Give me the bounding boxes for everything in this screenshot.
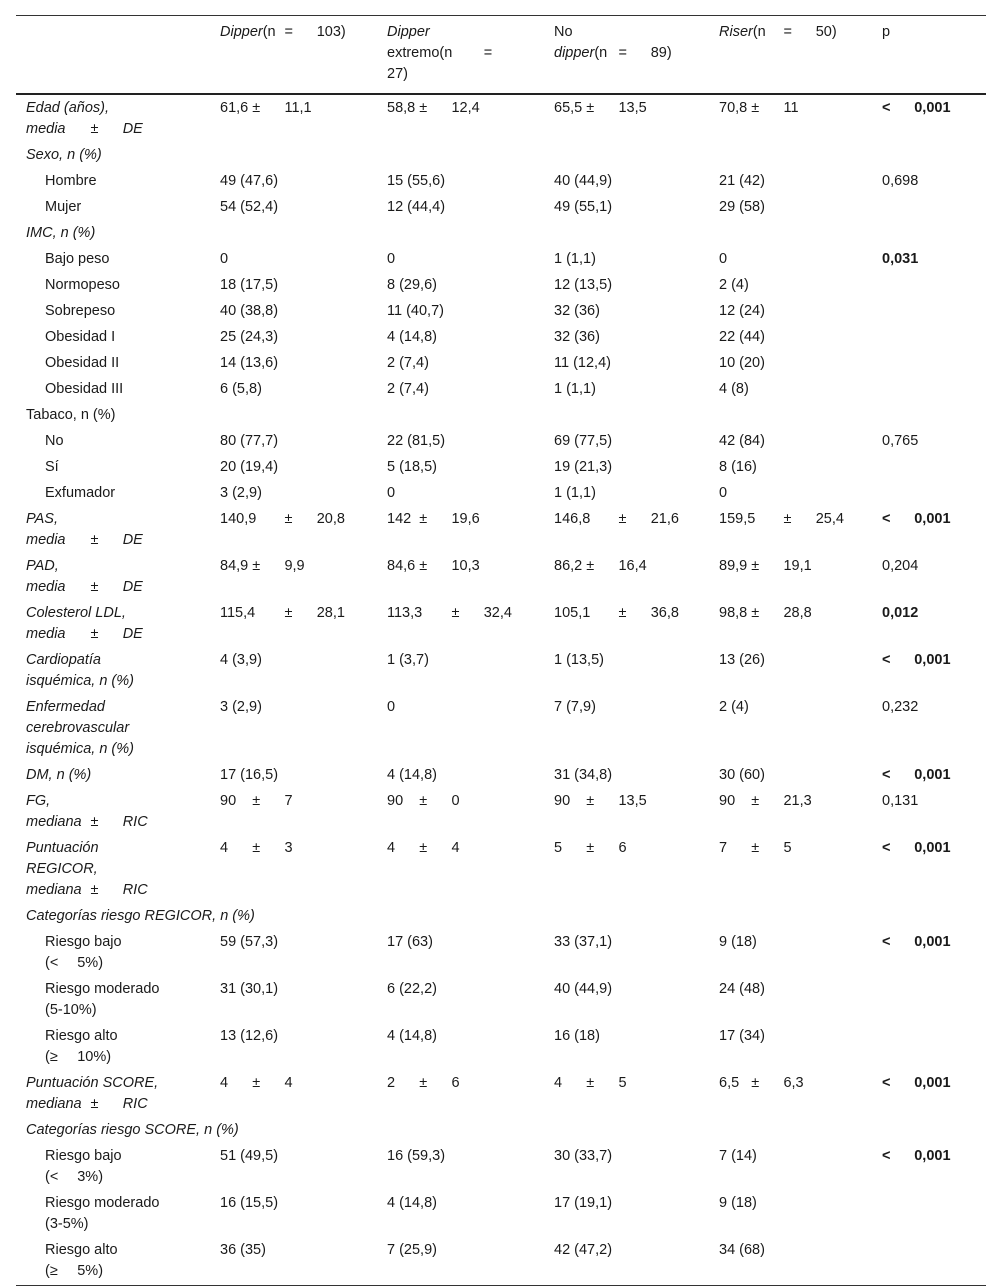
table-row <box>16 351 986 377</box>
cell-p-value: 0,012 <box>882 605 919 621</box>
row-label: PAS, media ± DE <box>26 511 143 548</box>
table-row <box>16 1024 986 1071</box>
header-row <box>16 16 986 95</box>
cell-value <box>210 403 377 429</box>
header-no-dipper-pre: No <box>554 24 573 40</box>
row-label: Cardiopatía isquémica, n (%) <box>26 652 134 689</box>
row-label: Mujer <box>45 199 82 215</box>
cell-p-value <box>872 481 986 507</box>
cell-value: 4 ± 4 <box>387 840 460 856</box>
row-label: Riesgo moderado (3-5%) <box>45 1195 160 1232</box>
cell-value: 36 (35) <box>220 1242 266 1258</box>
cell-value: 24 (48) <box>719 981 765 997</box>
cell-value: 4 (14,8) <box>387 1195 437 1211</box>
cell-value: 59 (57,3) <box>220 934 279 950</box>
row-label: Bajo peso <box>45 251 110 267</box>
cell-value: 89,9 ± 19,1 <box>719 558 812 574</box>
cell-value: 2 (7,4) <box>387 381 429 397</box>
cell-value: 4 (14,8) <box>387 1028 437 1044</box>
cell-value: 65,5 ± 13,5 <box>554 100 647 116</box>
table-row <box>16 1191 986 1238</box>
cell-value: 16 (59,3) <box>387 1148 446 1164</box>
row-label: Categorías riesgo SCORE, n (%) <box>26 1122 239 1138</box>
header-dipper-n: (n = 103) <box>262 24 346 40</box>
cell-value: 0 <box>387 485 396 501</box>
cell-value: 90 ± 0 <box>387 793 460 809</box>
cell-value: 80 (77,7) <box>220 433 279 449</box>
cell-value: 1 (1,1) <box>554 251 596 267</box>
table-row <box>16 836 986 904</box>
header-no-dipper <box>544 16 709 95</box>
table-row <box>16 195 986 221</box>
cell-value <box>377 221 544 247</box>
cell-p-value: < 0,001 <box>882 511 951 527</box>
cell-value: 146,8 ± 21,6 <box>554 511 679 527</box>
cell-value: 6,5 ± 6,3 <box>719 1075 804 1091</box>
cell-value: 140,9 ± 20,8 <box>220 511 345 527</box>
cell-value: 7 (14) <box>719 1148 757 1164</box>
cell-value: 22 (81,5) <box>387 433 446 449</box>
cell-value: 113,3 ± 32,4 <box>387 605 512 621</box>
cell-value: 17 (63) <box>387 934 433 950</box>
cell-value: 17 (19,1) <box>554 1195 613 1211</box>
table-row <box>16 601 986 648</box>
header-no-dipper-n: (n = 89) <box>594 45 672 61</box>
header-dipper <box>210 16 377 95</box>
cell-value: 70,8 ± 11 <box>719 100 799 116</box>
cell-value: 19 (21,3) <box>554 459 613 475</box>
cell-p-value: < 0,001 <box>882 1075 951 1091</box>
table-row <box>16 554 986 601</box>
cell-value: 40 (44,9) <box>554 173 613 189</box>
cell-value: 90 ± 21,3 <box>719 793 812 809</box>
cell-p-value <box>872 221 986 247</box>
cell-p-value: < 0,001 <box>882 934 951 950</box>
table-row <box>16 273 986 299</box>
table-row <box>16 977 986 1024</box>
header-riser-name: Riser <box>719 24 753 40</box>
cell-value: 1 (1,1) <box>554 381 596 397</box>
header-dipper-name: Dipper <box>220 24 263 40</box>
row-label: Normopeso <box>45 277 120 293</box>
cell-p-value <box>872 1024 986 1071</box>
cell-p-value: < 0,001 <box>882 767 951 783</box>
row-label: Riesgo moderado (5-10%) <box>45 981 160 1018</box>
cell-value: 40 (38,8) <box>220 303 279 319</box>
cell-value: 30 (60) <box>719 767 765 783</box>
header-riser <box>709 16 872 95</box>
cell-value: 3 (2,9) <box>220 699 262 715</box>
cell-value: 4 (3,9) <box>220 652 262 668</box>
table-row <box>16 143 986 169</box>
row-label: Hombre <box>45 173 97 189</box>
cell-value: 21 (42) <box>719 173 765 189</box>
header-dipper-extremo-name: Dipper <box>387 24 430 40</box>
row-label: Obesidad III <box>45 381 124 397</box>
cell-value: 5 (18,5) <box>387 459 437 475</box>
cell-value: 32 (36) <box>554 303 600 319</box>
cell-value: 16 (15,5) <box>220 1195 279 1211</box>
cell-p-value: < 0,001 <box>882 1148 951 1164</box>
cell-value: 22 (44) <box>719 329 765 345</box>
row-label: Enfermedad cerebrovascular isquémica, n (%) <box>26 699 134 757</box>
row-label: Tabaco, n (%) <box>26 407 116 423</box>
table-container <box>16 15 986 1286</box>
cell-p-value <box>872 403 986 429</box>
cell-value: 29 (58) <box>719 199 765 215</box>
table-row <box>16 789 986 836</box>
cell-p-value: 0,031 <box>882 251 919 267</box>
row-label: Sobrepeso <box>45 303 116 319</box>
cell-value: 115,4 ± 28,1 <box>220 605 345 621</box>
table-row <box>16 299 986 325</box>
header-riser-n: (n = 50) <box>752 24 837 40</box>
cell-value: 9 (18) <box>719 1195 757 1211</box>
cell-value <box>377 143 544 169</box>
table-row <box>16 1118 986 1144</box>
cell-value: 51 (49,5) <box>220 1148 279 1164</box>
cell-value: 32 (36) <box>554 329 600 345</box>
row-label: No <box>45 433 64 449</box>
cell-value: 142 ± 19,6 <box>387 511 480 527</box>
cell-p-value <box>872 325 986 351</box>
header-dipper-extremo-rest: extremo(n = 27) <box>387 45 516 82</box>
table-row <box>16 377 986 403</box>
cell-value <box>544 403 709 429</box>
cell-value: 14 (13,6) <box>220 355 279 371</box>
cell-value: 6 (22,2) <box>387 981 437 997</box>
cell-value: 17 (34) <box>719 1028 765 1044</box>
cell-value: 31 (34,8) <box>554 767 613 783</box>
cell-value <box>544 221 709 247</box>
row-label: PAD, media ± DE <box>26 558 143 595</box>
cell-value: 11 (12,4) <box>554 355 611 371</box>
table-row <box>16 169 986 195</box>
cell-value: 0 <box>387 251 396 267</box>
row-label: Obesidad I <box>45 329 116 345</box>
cell-p-value <box>872 455 986 481</box>
cell-p-value <box>872 273 986 299</box>
cell-value: 4 ± 5 <box>554 1075 627 1091</box>
row-label: Sí <box>45 459 59 475</box>
cell-value: 25 (24,3) <box>220 329 279 345</box>
cell-value: 84,9 ± 9,9 <box>220 558 305 574</box>
row-label: Puntuación SCORE, mediana ± RIC <box>26 1075 159 1112</box>
cell-value: 2 ± 6 <box>387 1075 460 1091</box>
header-p: p <box>882 24 891 40</box>
table-row <box>16 325 986 351</box>
table-row <box>16 648 986 695</box>
cell-value: 1 (1,1) <box>554 485 596 501</box>
cell-value <box>210 221 377 247</box>
cell-value: 42 (47,2) <box>554 1242 613 1258</box>
cell-value: 4 (14,8) <box>387 329 437 345</box>
table-row <box>16 904 986 930</box>
row-label: Riesgo bajo (< 5%) <box>45 934 122 971</box>
table-row <box>16 221 986 247</box>
cell-value: 1 (3,7) <box>387 652 429 668</box>
cell-value: 9 (18) <box>719 934 757 950</box>
cell-value: 61,6 ± 11,1 <box>220 100 312 116</box>
cell-value: 54 (52,4) <box>220 199 279 215</box>
cell-value <box>709 221 872 247</box>
row-label: Categorías riesgo REGICOR, n (%) <box>26 908 255 924</box>
cell-p-value <box>872 299 986 325</box>
cell-value: 84,6 ± 10,3 <box>387 558 480 574</box>
table-row <box>16 429 986 455</box>
cell-value: 49 (47,6) <box>220 173 279 189</box>
cell-value: 58,8 ± 12,4 <box>387 100 480 116</box>
cell-value: 13 (26) <box>719 652 765 668</box>
cell-value: 4 ± 3 <box>220 840 293 856</box>
row-label: Obesidad II <box>45 355 120 371</box>
row-label: Colesterol LDL, media ± DE <box>26 605 143 642</box>
table-row <box>16 481 986 507</box>
cell-value: 5 ± 6 <box>554 840 627 856</box>
cell-value: 12 (24) <box>719 303 765 319</box>
cell-value: 90 ± 13,5 <box>554 793 647 809</box>
row-label: Edad (años), media ± DE <box>26 100 143 137</box>
cell-value: 0 <box>220 251 229 267</box>
row-label: Exfumador <box>45 485 116 501</box>
cell-value: 105,1 ± 36,8 <box>554 605 679 621</box>
cell-value: 8 (29,6) <box>387 277 437 293</box>
cell-p-value: 0,232 <box>882 699 919 715</box>
cell-value: 34 (68) <box>719 1242 765 1258</box>
cell-value: 12 (13,5) <box>554 277 613 293</box>
data-table <box>16 15 986 1286</box>
table-row <box>16 695 986 763</box>
table-body <box>16 94 986 1286</box>
cell-value: 0 <box>719 485 728 501</box>
cell-value <box>210 143 377 169</box>
cell-p-value <box>872 377 986 403</box>
cell-p-value: < 0,001 <box>882 840 951 856</box>
cell-value: 11 (40,7) <box>387 303 444 319</box>
cell-value: 2 (7,4) <box>387 355 429 371</box>
header-dipper-extremo <box>377 16 544 95</box>
cell-value: 2 (4) <box>719 699 749 715</box>
cell-value: 0 <box>719 251 728 267</box>
table-row <box>16 1071 986 1118</box>
cell-p-value: 0,204 <box>882 558 919 574</box>
cell-value: 17 (16,5) <box>220 767 279 783</box>
cell-value: 0 <box>387 699 396 715</box>
header-empty <box>16 16 210 95</box>
table-row <box>16 1238 986 1286</box>
cell-value: 4 ± 4 <box>220 1075 293 1091</box>
cell-value: 18 (17,5) <box>220 277 279 293</box>
cell-p-value: < 0,001 <box>882 100 951 116</box>
row-label: FG, mediana ± RIC <box>26 793 148 830</box>
table-row <box>16 94 986 143</box>
cell-p-value: 0,131 <box>882 793 919 809</box>
table-row <box>16 247 986 273</box>
table-row <box>16 930 986 977</box>
cell-p-value <box>872 977 986 1024</box>
cell-value: 13 (12,6) <box>220 1028 279 1044</box>
cell-p-value <box>872 143 986 169</box>
table-header <box>16 16 986 95</box>
cell-value: 1 (13,5) <box>554 652 604 668</box>
cell-value: 49 (55,1) <box>554 199 613 215</box>
cell-value <box>377 403 544 429</box>
cell-value: 4 (8) <box>719 381 749 397</box>
cell-value: 159,5 ± 25,4 <box>719 511 844 527</box>
cell-value: 7 (7,9) <box>554 699 596 715</box>
cell-value: 33 (37,1) <box>554 934 613 950</box>
cell-p-value <box>872 351 986 377</box>
cell-value: 7 (25,9) <box>387 1242 437 1258</box>
cell-p-value: < 0,001 <box>882 652 951 668</box>
cell-value: 3 (2,9) <box>220 485 262 501</box>
cell-value: 69 (77,5) <box>554 433 613 449</box>
cell-p-value <box>872 195 986 221</box>
cell-value: 98,8 ± 28,8 <box>719 605 812 621</box>
table-row <box>16 455 986 481</box>
row-label: Riesgo alto (≥ 5%) <box>45 1242 118 1279</box>
cell-value: 20 (19,4) <box>220 459 279 475</box>
row-label: DM, n (%) <box>26 767 92 783</box>
cell-value: 90 ± 7 <box>220 793 293 809</box>
cell-value: 4 (14,8) <box>387 767 437 783</box>
cell-value: 40 (44,9) <box>554 981 613 997</box>
cell-value: 16 (18) <box>554 1028 600 1044</box>
cell-value: 31 (30,1) <box>220 981 279 997</box>
row-label: IMC, n (%) <box>26 225 96 241</box>
cell-p-value <box>872 1238 986 1286</box>
cell-value: 6 (5,8) <box>220 381 262 397</box>
cell-value: 12 (44,4) <box>387 199 446 215</box>
cell-p-value: 0,698 <box>882 173 919 189</box>
cell-value: 7 ± 5 <box>719 840 792 856</box>
cell-p-value <box>872 1191 986 1238</box>
cell-value <box>709 403 872 429</box>
table-row <box>16 507 986 554</box>
cell-value: 30 (33,7) <box>554 1148 613 1164</box>
row-label: Sexo, n (%) <box>26 147 102 163</box>
cell-value: 8 (16) <box>719 459 757 475</box>
table-row <box>16 403 986 429</box>
cell-value: 2 (4) <box>719 277 749 293</box>
cell-p-value: 0,765 <box>882 433 919 449</box>
cell-value <box>709 143 872 169</box>
row-label: Riesgo bajo (< 3%) <box>45 1148 122 1185</box>
cell-value: 86,2 ± 16,4 <box>554 558 647 574</box>
cell-value: 15 (55,6) <box>387 173 446 189</box>
row-label: Puntuación REGICOR, mediana ± RIC <box>26 840 148 898</box>
table-row <box>16 763 986 789</box>
cell-value: 42 (84) <box>719 433 765 449</box>
row-label: Riesgo alto (≥ 10%) <box>45 1028 118 1065</box>
cell-value <box>544 143 709 169</box>
header-no-dipper-name: dipper <box>554 45 595 61</box>
cell-value: 10 (20) <box>719 355 765 371</box>
